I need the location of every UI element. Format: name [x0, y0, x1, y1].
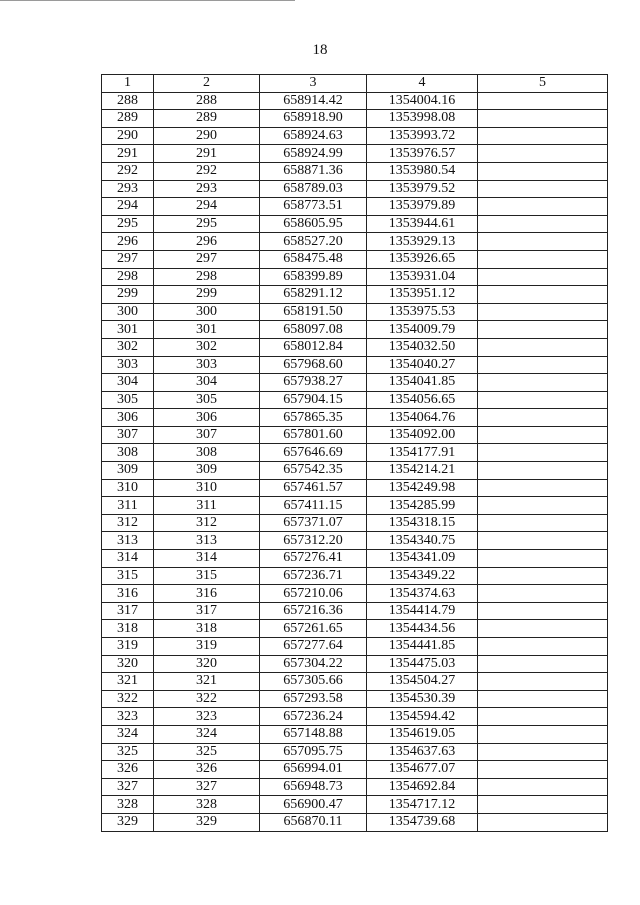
table-cell: 1354530.39	[367, 690, 478, 708]
table-cell: 657371.07	[260, 514, 367, 532]
table-row	[102, 532, 608, 550]
table-cell	[478, 338, 608, 356]
table-cell: 323	[154, 708, 260, 726]
table-row	[102, 796, 608, 814]
table-row	[102, 180, 608, 198]
table-cell: 1354341.09	[367, 550, 478, 568]
table-cell: 657801.60	[260, 426, 367, 444]
table-row	[102, 497, 608, 515]
table-cell	[478, 550, 608, 568]
table-cell: 301	[154, 321, 260, 339]
table-cell: 326	[154, 761, 260, 779]
table-cell: 302	[154, 338, 260, 356]
table-cell: 657216.36	[260, 602, 367, 620]
table-cell: 321	[154, 673, 260, 691]
page-number: 18	[312, 42, 328, 58]
table-cell: 658605.95	[260, 215, 367, 233]
table-cell: 315	[154, 567, 260, 585]
table-cell: 1353976.57	[367, 145, 478, 163]
table-cell	[478, 532, 608, 550]
table-cell: 326	[102, 761, 154, 779]
table-cell	[478, 743, 608, 761]
table-cell: 315	[102, 567, 154, 585]
table-row	[102, 250, 608, 268]
table-cell: 329	[154, 813, 260, 831]
table-cell: 1354009.79	[367, 321, 478, 339]
coordinates-table	[101, 74, 608, 832]
table-cell: 327	[102, 778, 154, 796]
table-cell: 1353931.04	[367, 268, 478, 286]
table-cell: 656900.47	[260, 796, 367, 814]
table-row	[102, 391, 608, 409]
table-cell	[478, 391, 608, 409]
table-cell: 1354637.63	[367, 743, 478, 761]
table-cell: 313	[154, 532, 260, 550]
table-cell: 1353951.12	[367, 286, 478, 304]
column-header: 5	[478, 75, 608, 93]
table-cell: 300	[102, 303, 154, 321]
table-cell: 657236.24	[260, 708, 367, 726]
table-cell: 657865.35	[260, 409, 367, 427]
table-cell: 1354340.75	[367, 532, 478, 550]
column-header: 1	[102, 75, 154, 93]
table-cell: 312	[154, 514, 260, 532]
table-row	[102, 602, 608, 620]
table-cell: 299	[102, 286, 154, 304]
table-cell: 288	[102, 92, 154, 110]
column-header: 4	[367, 75, 478, 93]
table-cell: 1354318.15	[367, 514, 478, 532]
table-cell: 320	[102, 655, 154, 673]
table-cell: 657095.75	[260, 743, 367, 761]
table-cell	[478, 514, 608, 532]
table-cell: 1354214.21	[367, 462, 478, 480]
table-cell: 1354441.85	[367, 638, 478, 656]
table-cell	[478, 127, 608, 145]
table-cell: 327	[154, 778, 260, 796]
column-header: 3	[260, 75, 367, 93]
table-cell: 658918.90	[260, 110, 367, 128]
table-cell: 1353944.61	[367, 215, 478, 233]
table-row	[102, 233, 608, 251]
table-cell	[478, 479, 608, 497]
table-row	[102, 813, 608, 831]
table-cell: 1354717.12	[367, 796, 478, 814]
table-cell: 1354677.07	[367, 761, 478, 779]
table-cell: 318	[102, 620, 154, 638]
table-cell: 1353993.72	[367, 127, 478, 145]
table-cell: 657276.41	[260, 550, 367, 568]
table-cell	[478, 356, 608, 374]
table-row	[102, 444, 608, 462]
table-body	[102, 92, 608, 831]
table-row	[102, 374, 608, 392]
table-cell: 293	[102, 180, 154, 198]
table-cell: 306	[154, 409, 260, 427]
table-cell: 657411.15	[260, 497, 367, 515]
table-row	[102, 761, 608, 779]
table-cell: 1353979.89	[367, 198, 478, 216]
table-cell: 299	[154, 286, 260, 304]
table-row	[102, 567, 608, 585]
table-cell: 657938.27	[260, 374, 367, 392]
table-cell	[478, 673, 608, 691]
table-cell: 328	[154, 796, 260, 814]
table-cell: 658914.42	[260, 92, 367, 110]
table-cell: 298	[102, 268, 154, 286]
table-cell: 294	[102, 198, 154, 216]
table-cell: 1353929.13	[367, 233, 478, 251]
table-cell: 307	[154, 426, 260, 444]
table-cell: 658789.03	[260, 180, 367, 198]
table-cell: 305	[154, 391, 260, 409]
table-cell: 657210.06	[260, 585, 367, 603]
table-cell: 657293.58	[260, 690, 367, 708]
table-row	[102, 162, 608, 180]
table-cell: 325	[154, 743, 260, 761]
table-cell: 658773.51	[260, 198, 367, 216]
table-cell: 1354414.79	[367, 602, 478, 620]
table-cell: 657277.64	[260, 638, 367, 656]
table-cell: 1354041.85	[367, 374, 478, 392]
table-cell	[478, 778, 608, 796]
table-cell: 1354692.84	[367, 778, 478, 796]
table-cell: 291	[154, 145, 260, 163]
scan-edge-line	[0, 0, 295, 1]
table-cell: 657904.15	[260, 391, 367, 409]
table-row	[102, 514, 608, 532]
table-cell: 657261.65	[260, 620, 367, 638]
table-cell: 319	[154, 638, 260, 656]
table-cell: 1354594.42	[367, 708, 478, 726]
table-cell: 289	[154, 110, 260, 128]
table-row	[102, 479, 608, 497]
table-cell: 657305.66	[260, 673, 367, 691]
table-cell: 306	[102, 409, 154, 427]
table-cell: 322	[154, 690, 260, 708]
table-cell: 657236.71	[260, 567, 367, 585]
table-cell: 1354032.50	[367, 338, 478, 356]
table-cell	[478, 444, 608, 462]
table-cell: 301	[102, 321, 154, 339]
table-cell: 304	[154, 374, 260, 392]
table-cell: 657304.22	[260, 655, 367, 673]
table-cell: 297	[102, 250, 154, 268]
table-cell: 310	[102, 479, 154, 497]
table-cell: 657312.20	[260, 532, 367, 550]
table-cell: 1354092.00	[367, 426, 478, 444]
table-cell: 324	[102, 725, 154, 743]
table-cell	[478, 215, 608, 233]
table-row	[102, 550, 608, 568]
table-cell: 1354619.05	[367, 725, 478, 743]
table-row	[102, 426, 608, 444]
table-cell: 325	[102, 743, 154, 761]
table-cell: 1354004.16	[367, 92, 478, 110]
table-cell: 296	[102, 233, 154, 251]
table-cell: 314	[102, 550, 154, 568]
table-cell: 288	[154, 92, 260, 110]
table-cell: 298	[154, 268, 260, 286]
table-cell: 324	[154, 725, 260, 743]
table-cell: 310	[154, 479, 260, 497]
table-row	[102, 321, 608, 339]
table-cell: 658291.12	[260, 286, 367, 304]
table-row	[102, 708, 608, 726]
table-cell: 1354475.03	[367, 655, 478, 673]
table-cell: 1354177.91	[367, 444, 478, 462]
table-cell: 318	[154, 620, 260, 638]
table-row	[102, 215, 608, 233]
table-cell: 297	[154, 250, 260, 268]
table-cell	[478, 303, 608, 321]
table-cell: 656994.01	[260, 761, 367, 779]
table-row	[102, 673, 608, 691]
table-cell	[478, 567, 608, 585]
table-cell: 300	[154, 303, 260, 321]
table-header-row	[102, 75, 608, 93]
table-cell: 292	[154, 162, 260, 180]
table-cell: 1354434.56	[367, 620, 478, 638]
table-cell: 294	[154, 198, 260, 216]
table-cell	[478, 585, 608, 603]
table-row	[102, 585, 608, 603]
table-cell: 303	[154, 356, 260, 374]
table-cell: 304	[102, 374, 154, 392]
table-cell: 289	[102, 110, 154, 128]
table-cell	[478, 620, 608, 638]
table-cell	[478, 198, 608, 216]
table-cell: 658924.63	[260, 127, 367, 145]
table-cell: 320	[154, 655, 260, 673]
table-cell: 1354504.27	[367, 673, 478, 691]
table-row	[102, 620, 608, 638]
table-cell: 1353926.65	[367, 250, 478, 268]
table-cell: 1354739.68	[367, 813, 478, 831]
table-row	[102, 743, 608, 761]
table-cell: 1354064.76	[367, 409, 478, 427]
table-row	[102, 638, 608, 656]
table-row	[102, 92, 608, 110]
table-cell	[478, 110, 608, 128]
table-cell: 319	[102, 638, 154, 656]
column-header: 2	[154, 75, 260, 93]
table-cell: 322	[102, 690, 154, 708]
table-cell	[478, 180, 608, 198]
table-cell: 658924.99	[260, 145, 367, 163]
table-row	[102, 268, 608, 286]
table-cell	[478, 638, 608, 656]
table-cell	[478, 462, 608, 480]
table-cell: 1353975.53	[367, 303, 478, 321]
table-cell: 303	[102, 356, 154, 374]
table-cell	[478, 708, 608, 726]
table-cell: 308	[154, 444, 260, 462]
table-cell: 316	[154, 585, 260, 603]
table-cell: 1354040.27	[367, 356, 478, 374]
table-cell: 656870.11	[260, 813, 367, 831]
table-cell: 657646.69	[260, 444, 367, 462]
table-cell: 1354056.65	[367, 391, 478, 409]
table-cell: 658527.20	[260, 233, 367, 251]
table-cell: 311	[102, 497, 154, 515]
table-cell: 1353979.52	[367, 180, 478, 198]
table-cell: 658191.50	[260, 303, 367, 321]
table-cell: 1354349.22	[367, 567, 478, 585]
table-row	[102, 198, 608, 216]
table-cell: 1354285.99	[367, 497, 478, 515]
table-cell	[478, 268, 608, 286]
table-row	[102, 409, 608, 427]
table-cell	[478, 725, 608, 743]
table-cell: 1353980.54	[367, 162, 478, 180]
table-cell: 1354374.63	[367, 585, 478, 603]
table-cell: 658475.48	[260, 250, 367, 268]
table-cell	[478, 145, 608, 163]
table-cell: 321	[102, 673, 154, 691]
table-cell: 1353998.08	[367, 110, 478, 128]
table-cell: 1354249.98	[367, 479, 478, 497]
table-cell: 307	[102, 426, 154, 444]
table-cell: 295	[102, 215, 154, 233]
table-cell	[478, 655, 608, 673]
table-cell: 302	[102, 338, 154, 356]
table-cell: 293	[154, 180, 260, 198]
table-cell: 290	[102, 127, 154, 145]
table-cell: 309	[154, 462, 260, 480]
table-row	[102, 338, 608, 356]
table-cell: 309	[102, 462, 154, 480]
table-cell: 292	[102, 162, 154, 180]
table-row	[102, 356, 608, 374]
table-cell	[478, 374, 608, 392]
table-cell	[478, 162, 608, 180]
table-row	[102, 145, 608, 163]
table-cell: 308	[102, 444, 154, 462]
table-cell	[478, 690, 608, 708]
table-cell: 305	[102, 391, 154, 409]
table-cell: 658399.89	[260, 268, 367, 286]
table-cell: 657461.57	[260, 479, 367, 497]
table-cell	[478, 321, 608, 339]
table-cell: 296	[154, 233, 260, 251]
table-cell: 313	[102, 532, 154, 550]
table-cell	[478, 92, 608, 110]
table-cell: 314	[154, 550, 260, 568]
table-cell: 295	[154, 215, 260, 233]
table-cell: 323	[102, 708, 154, 726]
table-cell: 657148.88	[260, 725, 367, 743]
table-cell: 328	[102, 796, 154, 814]
table-row	[102, 462, 608, 480]
table-cell	[478, 250, 608, 268]
table-row	[102, 725, 608, 743]
table-row	[102, 110, 608, 128]
table-cell: 656948.73	[260, 778, 367, 796]
table-cell: 657968.60	[260, 356, 367, 374]
table-row	[102, 286, 608, 304]
table-cell: 657542.35	[260, 462, 367, 480]
table-cell: 291	[102, 145, 154, 163]
table-cell: 311	[154, 497, 260, 515]
table-row	[102, 690, 608, 708]
table-cell: 317	[102, 602, 154, 620]
table-row	[102, 127, 608, 145]
table-cell: 658097.08	[260, 321, 367, 339]
table-cell	[478, 426, 608, 444]
table-cell: 312	[102, 514, 154, 532]
table-cell	[478, 761, 608, 779]
table-cell	[478, 286, 608, 304]
table-cell	[478, 796, 608, 814]
table-cell	[478, 497, 608, 515]
table-cell: 658871.36	[260, 162, 367, 180]
table-row	[102, 303, 608, 321]
table-cell: 290	[154, 127, 260, 145]
table-cell: 317	[154, 602, 260, 620]
table-cell	[478, 409, 608, 427]
table-cell: 658012.84	[260, 338, 367, 356]
table-cell	[478, 813, 608, 831]
table-cell	[478, 233, 608, 251]
table-cell	[478, 602, 608, 620]
table-row	[102, 778, 608, 796]
table-row	[102, 655, 608, 673]
table-cell: 329	[102, 813, 154, 831]
table-cell: 316	[102, 585, 154, 603]
